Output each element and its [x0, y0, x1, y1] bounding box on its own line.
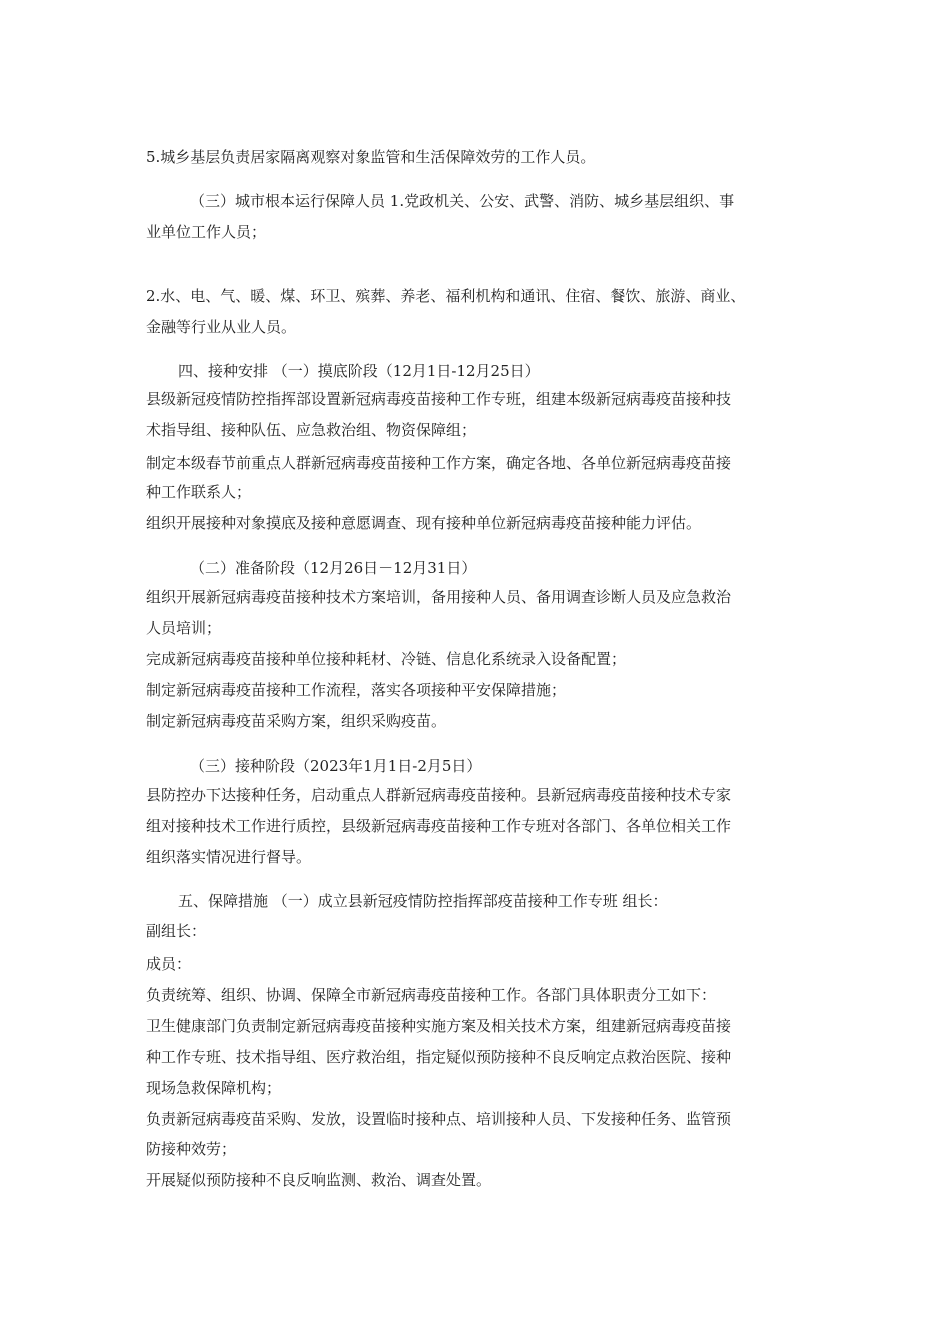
text-line: 5.城乡基层负责居家隔离观察对象监管和生活保障效劳的工作人员。: [146, 148, 596, 166]
text-line: 种工作专班、技术指导组、医疗救治组，指定疑似预防接种不良反响定点救治医院、接种: [146, 1048, 732, 1066]
text-line: 业单位工作人员；: [146, 223, 267, 241]
text-line: 制定新冠病毒疫苗接种工作流程，落实各项接种平安保障措施；: [146, 681, 567, 699]
text-line: 县级新冠疫情防控指挥部设置新冠病毒疫苗接种工作专班，组建本级新冠病毒疫苗接种技: [146, 390, 732, 408]
section-heading: （二）准备阶段（12月26日－12月31日）: [190, 559, 477, 577]
text-line: 负责新冠病毒疫苗采购、发放，设置临时接种点、培训接种人员、下发接种任务、监管预: [146, 1110, 732, 1128]
text-line: 制定新冠病毒疫苗采购方案，组织采购疫苗。: [146, 712, 447, 730]
text-line: 副组长：: [146, 922, 207, 940]
text-line: 开展疑似预防接种不良反响监测、救治、调查处置。: [146, 1171, 492, 1189]
text-line: 组对接种技术工作进行质控，县级新冠病毒疫苗接种工作专班对各部门、各单位相关工作: [146, 817, 732, 835]
text-line: 防接种效劳；: [146, 1140, 237, 1158]
text-line: 种工作联系人；: [146, 483, 252, 501]
text-line: 制定本级春节前重点人群新冠病毒疫苗接种工作方案，确定各地、各单位新冠病毒疫苗接: [146, 454, 732, 472]
text-line: 负责统筹、组织、协调、保障全市新冠病毒疫苗接种工作。各部门具体职责分工如下：: [146, 986, 717, 1004]
section-heading: 五、保障措施 （一）成立县新冠疫情防控指挥部疫苗接种工作专班 组长：: [178, 892, 668, 910]
text-line: 术指导组、接种队伍、应急救治组、物资保障组；: [146, 421, 477, 439]
section-heading: 四、接种安排 （一）摸底阶段（12月1日-12月25日）: [178, 362, 540, 380]
text-line: 成员：: [146, 955, 192, 973]
text-line: 金融等行业从业人员。: [146, 318, 297, 336]
text-line: 县防控办下达接种任务，启动重点人群新冠病毒疫苗接种。县新冠病毒疫苗接种技术专家: [146, 786, 732, 804]
text-line: 完成新冠病毒疫苗接种单位接种耗材、冷链、信息化系统录入设备配置；: [146, 650, 627, 668]
text-line: 2.水、电、气、暖、煤、环卫、殡葬、养老、福利机构和通讯、住宿、餐饮、旅游、商业、: [146, 287, 746, 305]
section-heading: （三）城市根本运行保障人员 1.党政机关、公安、武警、消防、城乡基层组织、事: [190, 192, 735, 210]
text-line: 现场急救保障机构；: [146, 1079, 282, 1097]
section-heading: （三）接种阶段（2023年1月1日-2月5日）: [190, 757, 482, 775]
text-line: 人员培训；: [146, 619, 222, 637]
text-line: 组织落实情况进行督导。: [146, 848, 312, 866]
text-line: 卫生健康部门负责制定新冠病毒疫苗接种实施方案及相关技术方案，组建新冠病毒疫苗接: [146, 1017, 732, 1035]
text-line: 组织开展新冠病毒疫苗接种技术方案培训，备用接种人员、备用调查诊断人员及应急救治: [146, 588, 732, 606]
text-line: 组织开展接种对象摸底及接种意愿调查、现有接种单位新冠病毒疫苗接种能力评估。: [146, 514, 702, 532]
